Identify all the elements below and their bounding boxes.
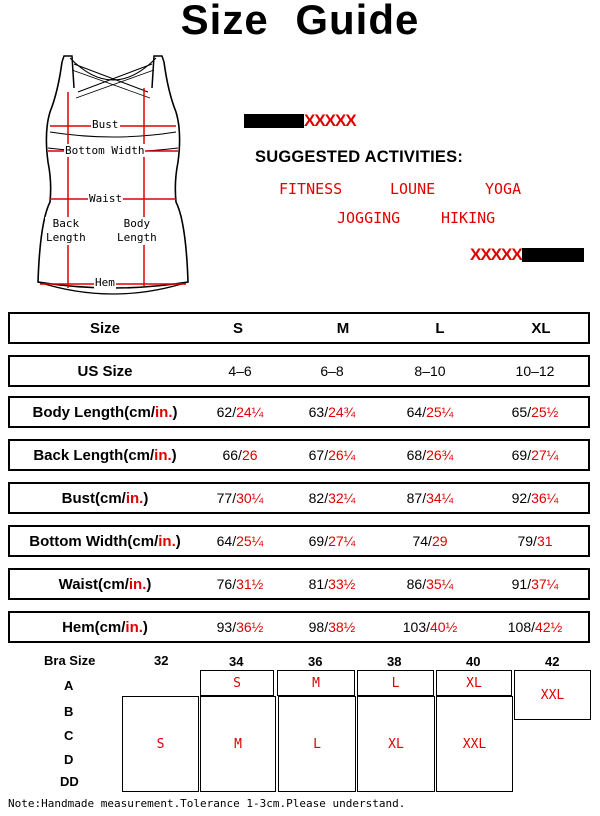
value-cm: 108/	[507, 619, 535, 635]
size-value-cell	[380, 613, 480, 641]
a-cup-box-l: L	[357, 670, 434, 696]
suggested-activities-heading: SUGGESTED ACTIVITIES:	[255, 148, 464, 166]
value-cm: 65/	[511, 404, 532, 420]
decor-x-marks-bottom: XXXXX	[470, 245, 522, 264]
value-in: 26¾	[426, 447, 454, 463]
row-label	[10, 441, 200, 469]
a-cup-box-xl: XL	[436, 670, 512, 696]
value-cm: 79/	[517, 533, 537, 549]
size-value-cell	[190, 441, 290, 469]
band-32: 32	[154, 653, 169, 668]
value-in: 40½	[430, 619, 458, 635]
row-label-unit: in.	[125, 489, 144, 507]
size-value-cell	[282, 357, 382, 385]
size-value-cell	[190, 398, 290, 426]
hem-label: Hem	[95, 276, 115, 289]
size-row	[8, 611, 590, 643]
value-in: 24¾	[328, 404, 356, 420]
size-value-cell	[190, 527, 290, 555]
value-in: 31½	[236, 576, 264, 592]
row-label	[10, 527, 200, 555]
row-label-unit: in.	[128, 575, 147, 593]
size-value-cell	[480, 398, 590, 426]
row-label	[10, 357, 200, 385]
size-value-cell	[380, 441, 480, 469]
value-cm: 69/	[511, 447, 532, 463]
value-in: 26¼	[328, 447, 356, 463]
size-value-cell	[190, 357, 290, 385]
value-cm: 64/	[406, 404, 427, 420]
size-value-cell	[480, 527, 590, 555]
activity-yoga: YOGA	[485, 180, 522, 198]
header-m: M	[336, 319, 350, 337]
value-cm: 82/	[308, 490, 329, 506]
value-in: 38½	[328, 619, 356, 635]
value-cm: 66/	[222, 447, 242, 463]
value-cm: 68/	[406, 447, 427, 463]
value-in: 37¼	[531, 576, 559, 592]
size-value-cell	[380, 484, 480, 512]
band-42: 42	[545, 654, 560, 669]
big-box-l: L	[278, 696, 356, 792]
size-value-cell	[380, 527, 480, 555]
row-label-main: Hem(cm/	[62, 618, 126, 636]
value-in: 36½	[236, 619, 264, 635]
size-value-cell	[282, 441, 382, 469]
size-value-cell	[282, 527, 382, 555]
row-label-close: )	[146, 575, 152, 593]
size-value-cell	[380, 398, 480, 426]
bottom-width-label: Bottom Width	[65, 144, 145, 157]
activity-hiking: HIKING	[441, 209, 496, 227]
a-cup-box-m: M	[277, 670, 355, 696]
size-value-cell	[282, 570, 382, 598]
row-label-close: )	[171, 446, 177, 464]
cup-a: A	[64, 678, 74, 693]
row-label-unit: in.	[158, 532, 176, 550]
row-label-main: Waist(cm/	[58, 575, 129, 593]
size-row	[8, 355, 590, 387]
value-in: 42½	[535, 619, 563, 635]
decor-bar-bottom	[470, 245, 584, 264]
row-label-main: Back Length(cm/	[33, 446, 155, 464]
row-label-close: )	[143, 489, 149, 507]
body-length-label: Body Length	[117, 217, 157, 244]
header-l: L	[435, 319, 445, 337]
value-cm: 76/	[216, 576, 237, 592]
row-label	[10, 570, 200, 598]
value-cm: 63/	[308, 404, 329, 420]
size-value-cell	[480, 613, 590, 641]
value-in: 27¼	[328, 533, 356, 549]
size-value-cell	[190, 484, 290, 512]
bust-label: Bust	[92, 118, 119, 131]
value-cm: 86/	[406, 576, 427, 592]
big-box-xxl: XXL	[436, 696, 513, 792]
activity-fitness: FITNESS	[279, 180, 343, 198]
size-row	[8, 396, 590, 428]
size-value-cell	[282, 484, 382, 512]
big-box-s: S	[122, 696, 199, 792]
value-in: 27¼	[531, 447, 559, 463]
decor-x-marks-top: XXXXX	[304, 111, 356, 130]
value-cm: 10–12	[515, 363, 555, 379]
value-cm: 98/	[308, 619, 329, 635]
row-label-unit: in.	[125, 618, 143, 636]
header-s: S	[232, 319, 243, 337]
value-in: 34¼	[426, 490, 454, 506]
size-value-cell	[480, 484, 590, 512]
value-cm: 69/	[308, 533, 329, 549]
row-label-unit: in.	[155, 403, 173, 421]
value-cm: 93/	[216, 619, 237, 635]
value-cm: 77/	[216, 490, 237, 506]
activity-jogging: JOGGING	[337, 209, 401, 227]
value-cm: 74/	[412, 533, 432, 549]
value-cm: 103/	[402, 619, 430, 635]
value-in: 25¼	[426, 404, 454, 420]
size-row	[8, 482, 590, 514]
value-cm: 87/	[406, 490, 427, 506]
cup-b: B	[64, 704, 74, 719]
size-row	[8, 568, 590, 600]
tank-top-diagram	[28, 52, 198, 302]
value-cm: 62/	[216, 404, 237, 420]
big-box-xl: XL	[357, 696, 435, 792]
band-34: 34	[229, 654, 244, 669]
value-in: 33½	[328, 576, 356, 592]
value-in: 25¼	[236, 533, 264, 549]
size-value-cell	[190, 613, 290, 641]
cup-d: D	[64, 752, 74, 767]
value-in: 24¼	[236, 404, 264, 420]
value-in: 30¼	[236, 490, 264, 506]
row-label-main: Body Length(cm/	[32, 403, 155, 421]
tank-top-outline	[28, 52, 198, 302]
value-in: 35¼	[426, 576, 454, 592]
value-cm: 64/	[216, 533, 237, 549]
row-label-close: )	[142, 618, 148, 636]
header-xl: XL	[531, 319, 551, 337]
a-cup-box-s: S	[200, 670, 274, 696]
footnote: Note:Handmade measurement.Tolerance 1-3cm.Please understand.	[8, 797, 406, 810]
page-title: Size Guide	[180, 0, 420, 43]
band-40: 40	[466, 654, 481, 669]
value-in: 31	[536, 533, 553, 549]
value-in: 36¼	[531, 490, 559, 506]
size-value-cell	[190, 570, 290, 598]
size-row	[8, 439, 590, 471]
value-cm: 92/	[511, 490, 532, 506]
row-label	[10, 398, 200, 426]
box-xxl-42: XXL	[514, 670, 591, 720]
row-label-close: )	[175, 532, 181, 550]
row-label-main: US Size	[77, 362, 133, 380]
band-38: 38	[387, 654, 402, 669]
value-in: 25½	[531, 404, 559, 420]
size-value-cell	[480, 570, 590, 598]
size-value-cell	[282, 398, 382, 426]
value-cm: 67/	[308, 447, 329, 463]
size-value-cell	[380, 357, 480, 385]
value-in: 32¼	[328, 490, 356, 506]
header-size: Size	[89, 319, 120, 337]
activity-loune: LOUNE	[390, 180, 436, 198]
row-label-close: )	[172, 403, 178, 421]
row-label-main: Bottom Width(cm/	[29, 532, 159, 550]
value-cm: 8–10	[414, 363, 446, 379]
value-cm: 91/	[511, 576, 532, 592]
size-table-header	[8, 312, 590, 344]
value-cm: 6–8	[320, 363, 344, 379]
value-cm: 81/	[308, 576, 329, 592]
cup-c: C	[64, 728, 74, 743]
row-label-main: Bust(cm/	[61, 489, 126, 507]
decor-bar-top	[244, 111, 356, 130]
back-length-label: Back Length	[46, 217, 86, 244]
size-value-cell	[282, 613, 382, 641]
cup-dd: DD	[60, 774, 79, 789]
size-row	[8, 525, 590, 557]
bra-size-title: Bra Size	[44, 653, 96, 668]
size-value-cell	[480, 357, 590, 385]
band-36: 36	[308, 654, 323, 669]
row-label-unit: in.	[154, 446, 172, 464]
value-in: 29	[431, 533, 448, 549]
row-label	[10, 484, 200, 512]
value-cm: 4–6	[228, 363, 252, 379]
big-box-m: M	[200, 696, 276, 792]
size-value-cell	[380, 570, 480, 598]
size-value-cell	[480, 441, 590, 469]
waist-label: Waist	[89, 192, 123, 205]
row-label	[10, 613, 200, 641]
value-in: 26	[241, 447, 258, 463]
